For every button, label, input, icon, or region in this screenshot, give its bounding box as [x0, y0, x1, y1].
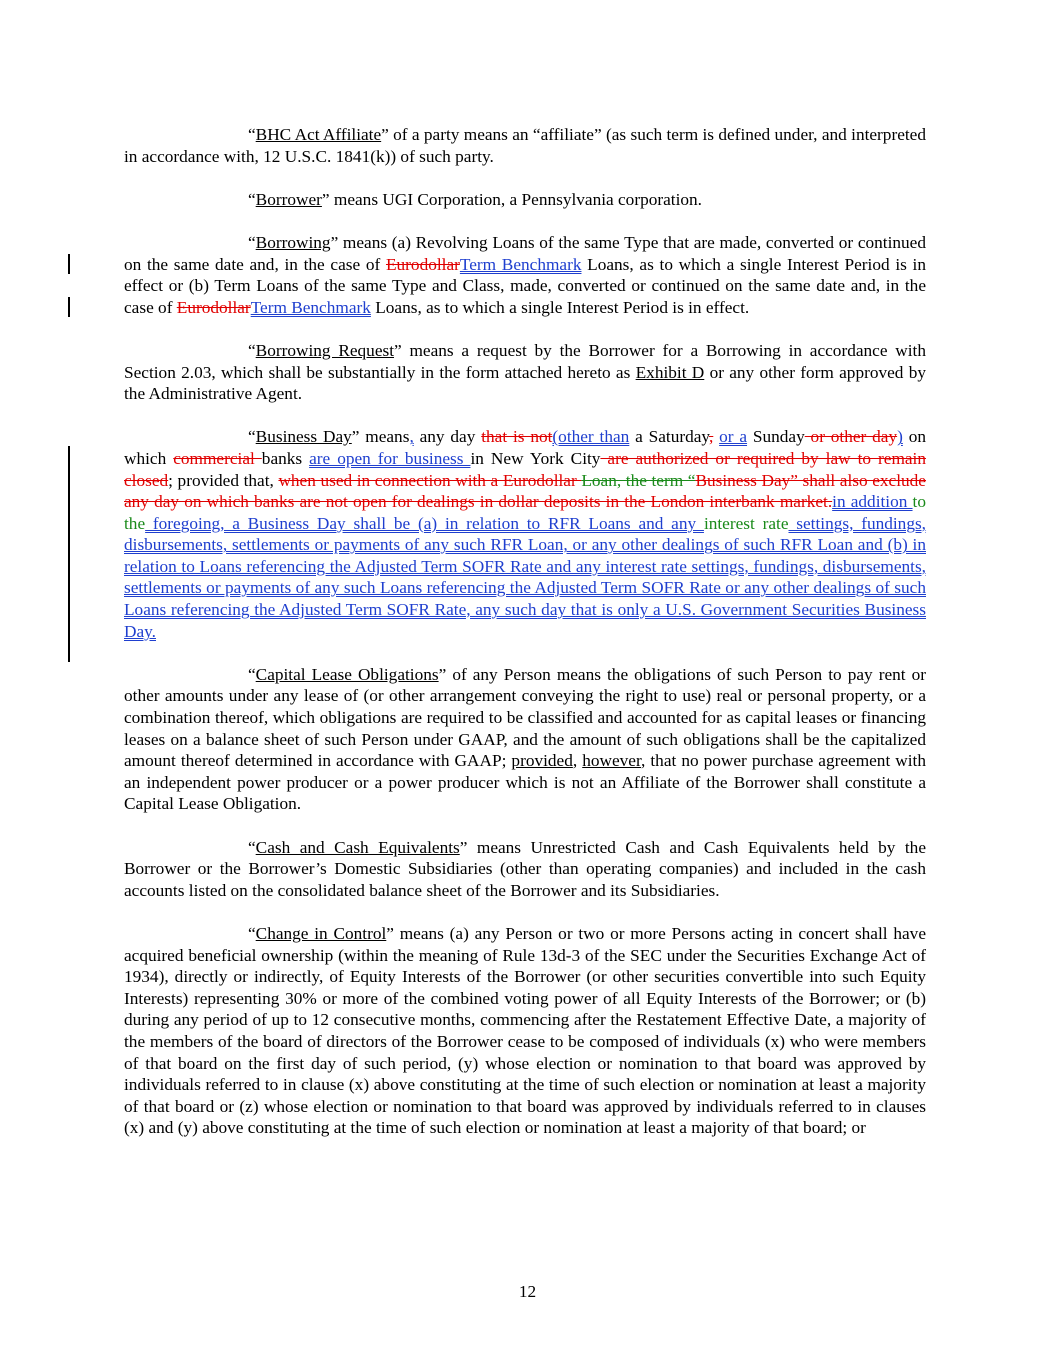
- deleted-text: or other day: [804, 427, 898, 447]
- inserted-text: in addition: [832, 492, 913, 512]
- defined-term: Change in Control: [255, 923, 387, 943]
- moved-text: to the: [124, 492, 926, 533]
- inserted-text: Term Benchmark: [250, 297, 371, 317]
- definition-change-in-control: “Change in Control” means (a) any Person or two or more Persons acting in concert shall have acquired beneficial ownership (within the meaning of Rule 13d-3 of the SEC under the Securities Exchange Act of 1934), directly or indirectly, of Equity Interests of the Borrower (or other securities convertible into such Equity Interests) representing 30% or more of the combined voting power of all Equity Interests of the Borrower; or (b) during any period of up to 12 consecutive months, commencing after the Restatement Effective Date, a majority of the members of the board of directors of the Borrower cease to be composed of individuals (x) who were members of that board on the first day of such period, (y) whose election or nomination to that board was approved by individuals referred to in clause (x) above constituting at the time of such election or nomination at least a majority of that board or (z) whose election or nomination to that board was approved by individuals referred to in clauses (x) and (y) above constituting at the time of such election or nomination at least a majority of that board; or: [124, 923, 926, 1138]
- inserted-text: ): [897, 427, 903, 447]
- inserted-text: or a: [719, 427, 748, 447]
- inserted-text: are open for business: [309, 448, 471, 468]
- definition-borrowing-request: “Borrowing Request” means a request by the Borrower for a Borrowing in accordance with Section 2.03, which shall be substantially in the form attached hereto as Exhibit D or any other form approved by the Administrative Agent.: [124, 340, 927, 404]
- definition-bhc-act-affiliate: “BHC Act Affiliate” of a party means an “affiliate” (as such term is defined under, and interpreted in accordance with, 12 U.S.C. 1841(k)) of such party.: [124, 125, 926, 166]
- deleted-text: Eurodollar: [176, 297, 251, 317]
- page-number: 12: [518, 1282, 537, 1301]
- however-term: however: [582, 751, 642, 771]
- deleted-text: Business Day” shall also exclude any day on which banks are not open for dealings in dollar deposits in the London interbank market.: [124, 470, 926, 512]
- defined-term: Borrowing: [255, 232, 331, 252]
- defined-term: Capital Lease Obligations: [255, 664, 439, 684]
- defined-term: Cash and Cash Equivalents: [255, 837, 460, 857]
- moved-text: Loan, the term “: [581, 470, 696, 490]
- inserted-text: foregoing, a Business Day shall be (a) in relation to RFR Loans and any: [145, 513, 704, 533]
- provided-term: provided: [511, 751, 573, 771]
- deleted-text: that is not: [481, 427, 553, 447]
- definition-borrowing: “Borrowing” means (a) Revolving Loans of the same Type that are made, converted or continued on the same date and, in the case of EurodollarTerm Benchmark Loans, as to which a single Interest Period is in effect or (b) Term Loans of the same Type and Class, made, converted or continued on the same date and, in the case of EurodollarTerm Benchmark Loans, as to which a single Interest Period is in effect.: [124, 232, 926, 317]
- deleted-text: commercial: [173, 448, 262, 468]
- definition-borrower: “Borrower” means UGI Corporation, a Pennsylvania corporation.: [248, 189, 702, 209]
- document-page: [124, 124, 926, 1161]
- deleted-text: when used in connection with a Eurodollar: [278, 470, 582, 490]
- defined-term: Borrower: [255, 189, 322, 209]
- inserted-text: settings, fundings, disbursements, settlements or payments of any such RFR Loan, or any other dealings of such RFR Loan and (b) in relation to Loans referencing the Adjusted Term SOFR Rate and any interest rate settings, fundings, disbursements, settlements or payments of any such Loans referencing the Adjusted Term SOFR Rate or any other dealings of such Loans referencing the Adjusted Term SOFR Rate, any such day that is only a U.S. Government Securities Business Day.: [124, 513, 927, 641]
- inserted-text: ,: [409, 427, 414, 447]
- change-bar: [68, 446, 70, 662]
- moved-text: interest rate: [703, 513, 789, 533]
- inserted-text: (other than: [552, 427, 630, 447]
- defined-term: Borrowing Request: [255, 340, 395, 360]
- change-bar: [68, 254, 70, 274]
- inserted-text: Term Benchmark: [459, 254, 582, 274]
- deleted-text: Eurodollar: [385, 254, 460, 274]
- defined-term: Business Day: [255, 427, 352, 447]
- defined-term: BHC Act Affiliate: [255, 125, 382, 144]
- definition-business-day: “Business Day” means, any day that is not(other than a Saturday, or a Sunday or other day) on which commercial banks are open for business in New York City are authorized or required by law to remain closed; provided that, when used in connection with a Eurodollar Loan, the term “Business Day” shall also exclude any day on which banks are not open for dealings in dollar deposits in the London interbank market.in addition to the foregoing, a Business Day shall be (a) in relation to RFR Loans and any interest rate settings, fundings, disbursements, settlements or payments of any such RFR Loan, or any other dealings of such RFR Loan and (b) in relation to Loans referencing the Adjusted Term SOFR Rate and any interest rate settings, fundings, disbursements, settlements or payments of any such Loans referencing the Adjusted Term SOFR Rate or any other dealings of such Loans referencing the Adjusted Term SOFR Rate, any such day that is only a U.S. Government Securities Business Day.: [124, 427, 927, 641]
- exhibit-reference: Exhibit D: [635, 362, 705, 382]
- definition-cash-and-cash-equivalents: “Cash and Cash Equivalents” means Unrestricted Cash and Cash Equivalents held by the Borrower or the Borrower’s Domestic Subsidiaries (other than operating companies) and included in the cash accounts listed on the consolidated balance sheet of the Borrower and its Subsidiaries.: [124, 837, 926, 900]
- definition-capital-lease-obligations: “Capital Lease Obligations” of any Person means the obligations of such Person to pay rent or other amounts under any lease of (or other arrangement conveying the right to use) real or personal property, or a combination thereof, which obligations are required to be classified and accounted for as capital leases or financing leases on a balance sheet of such Person under GAAP, and the amount of such obligations shall be the capitalized amount thereof determined in accordance with GAAP; provided, however, that no power purchase agreement with an independent power producer or a power producer which is not an Affiliate of the Borrower shall constitute a Capital Lease Obligation.: [124, 664, 926, 814]
- deleted-text: are authorized or required by law to remain closed: [124, 448, 926, 490]
- deleted-text: ,: [708, 427, 714, 447]
- change-bar: [68, 297, 70, 317]
